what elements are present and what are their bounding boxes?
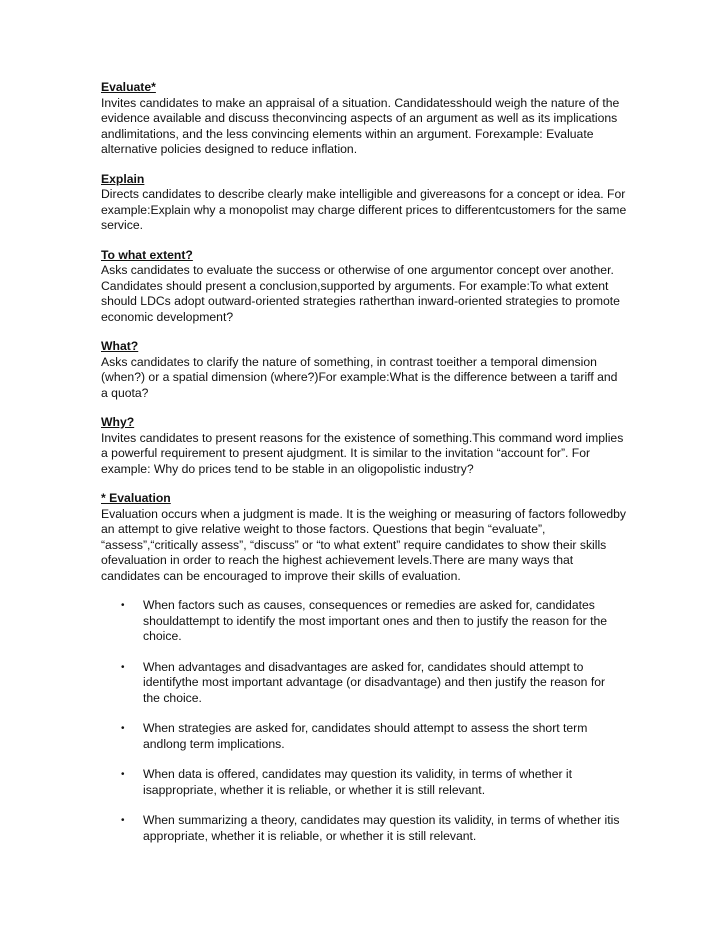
list-item-text: When factors such as causes, consequences or remedies are asked for, candidates shouldattempt to identify the most important ones and then to justify the reason for the choice. bbox=[143, 598, 608, 643]
section-body: Invites candidates to present reasons for the existence of something.This command word implies a powerful requirement to present ajudgment. It is similar to the invitation “account for”. For example: Why do prices tend to be stable in an oligopolistic industry? bbox=[101, 430, 624, 476]
section-body: Asks candidates to clarify the nature of something, in contrast toeither a temporal dimension (when?) or a spatial dimension (where?)For example:What is the difference between a tariff and a quota? bbox=[101, 354, 618, 400]
section-body: Directs candidates to describe clearly make intelligible and givereasons for a concept or idea. For example:Explain why a monopolist may charge different prices to differentcustomers for the same service. bbox=[101, 187, 627, 232]
section-body: Invites candidates to make an appraisal of a situation. Candidatesshould weigh the nature of the evidence available and discuss theconvincing aspects of an argument as well as its implications andlimitations, and the less convincing elements within an argument. Forexample: Evaluate alternative policies designed to reduce inflation. bbox=[101, 95, 620, 156]
section-heading: Explain bbox=[101, 171, 145, 186]
section-heading: Why? bbox=[101, 415, 135, 429]
bullet-icon: • bbox=[121, 815, 125, 826]
list-item bbox=[101, 598, 627, 645]
list-item bbox=[101, 813, 627, 844]
section-heading: * Evaluation bbox=[101, 491, 171, 505]
bullet-icon: • bbox=[121, 769, 125, 780]
section-evaluation bbox=[101, 491, 627, 584]
bullet-icon: • bbox=[121, 600, 125, 611]
section-what bbox=[101, 339, 627, 401]
section-why bbox=[101, 415, 627, 477]
list-item-text: When summarizing a theory, candidates may question its validity, in terms of whether itis appropriate, whether it is reliable, or whether it is still relevant. bbox=[143, 813, 620, 843]
bullet-icon: • bbox=[121, 723, 125, 734]
section-explain bbox=[101, 172, 627, 234]
document-page bbox=[101, 80, 627, 859]
section-evaluate bbox=[101, 80, 627, 158]
section-heading: To what extent? bbox=[101, 247, 193, 262]
section-body: Asks candidates to evaluate the success or otherwise of one argumentor concept over another. Candidates should present a conclusion,supported by arguments. For example:To what extent should LDCs adopt outward-oriented strategies ratherthan inward-oriented strategies to promote economic development? bbox=[101, 263, 620, 324]
list-item bbox=[101, 660, 627, 707]
bullet-icon: • bbox=[121, 661, 125, 673]
section-body: Evaluation occurs when a judgment is made. It is the weighing or measuring of factors followedby an attempt to give relative weight to those factors. Questions that begin “evaluate”, “assess”,“critically assess”, “discuss” or “to what extent” require candidates to show their skills ofevaluation in order to reach the highest achievement levels.There are many ways that candidates can be encouraged to improve their skills of evaluation. bbox=[101, 506, 627, 583]
evaluation-bullet-list bbox=[101, 598, 627, 844]
section-heading: What? bbox=[101, 339, 139, 353]
list-item bbox=[101, 721, 627, 752]
list-item-text: When advantages and disadvantages are asked for, candidates should attempt to identifythe most important advantage (or disadvantage) and then justify the reason for the choice. bbox=[143, 659, 606, 705]
section-heading: Evaluate* bbox=[101, 80, 156, 94]
list-item-text: When data is offered, candidates may question its validity, in terms of whether it isappropriate, whether it is reliable, or whether it is still relevant. bbox=[143, 767, 573, 797]
section-to-what-extent bbox=[101, 248, 627, 326]
list-item-text: When strategies are asked for, candidates should attempt to assess the short term andlong term implications. bbox=[143, 721, 588, 751]
list-item bbox=[101, 767, 627, 798]
